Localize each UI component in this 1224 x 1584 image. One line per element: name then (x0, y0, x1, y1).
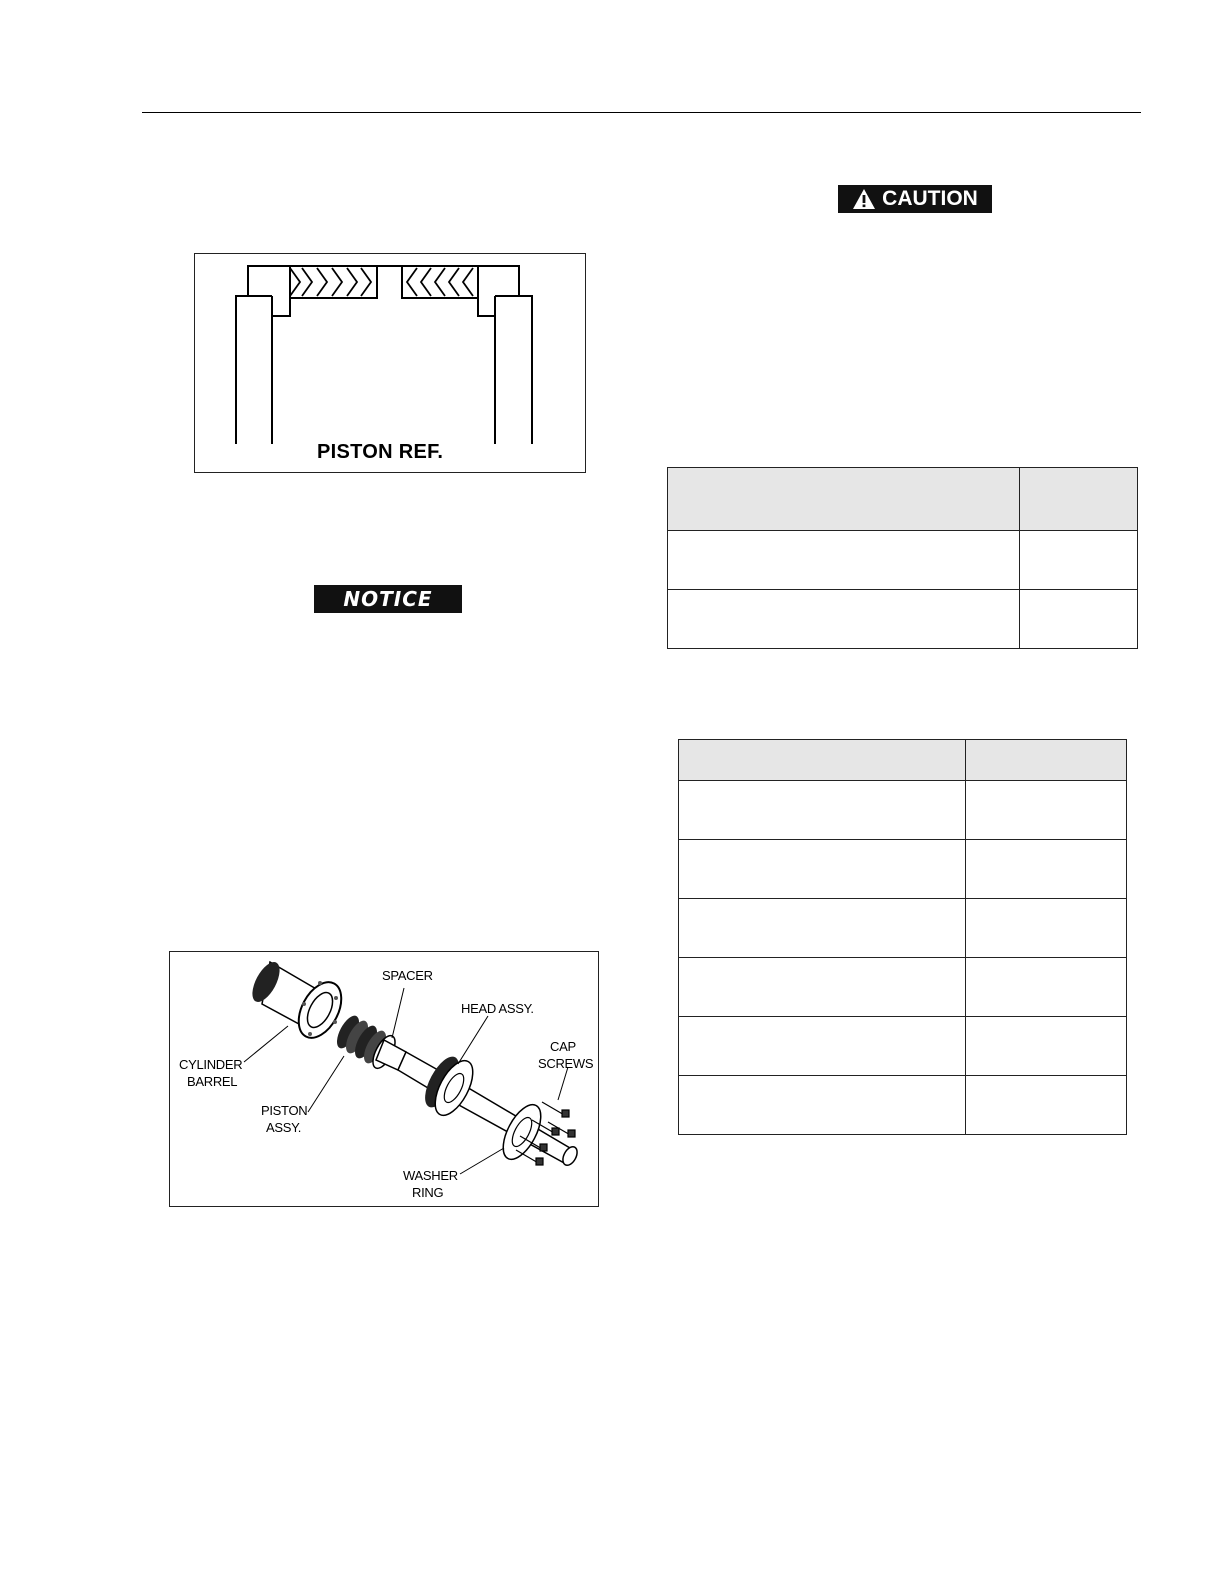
table-cell (966, 1017, 1127, 1076)
table-row (679, 899, 1127, 958)
table-cell (966, 840, 1127, 899)
table-cell (679, 781, 966, 840)
piston-reference-figure (194, 253, 586, 473)
table-cell (668, 531, 1020, 590)
cylinder-assembly-figure (169, 951, 599, 1207)
table-header-cell (668, 468, 1020, 531)
table-cell (679, 840, 966, 899)
table-row (668, 531, 1138, 590)
table-header-cell (679, 740, 966, 781)
table-cell (668, 590, 1020, 649)
caution-banner (838, 185, 992, 213)
cylinder-barrel-callout-line1: CYLINDER (179, 1057, 243, 1072)
cap-screws-callout-line2: SCREWS (538, 1056, 594, 1071)
cylinder-barrel-callout-line2: BARREL (187, 1074, 238, 1089)
caution-label: CAUTION (882, 187, 978, 210)
header-rule (142, 112, 1141, 113)
table-header-row (668, 468, 1138, 531)
spec-table-1 (667, 467, 1138, 649)
table-row (679, 781, 1127, 840)
table-row (679, 958, 1127, 1017)
spacer-callout: SPACER (382, 968, 433, 983)
piston-assy-callout-line1: PISTON (261, 1103, 308, 1118)
spec-table-2 (678, 739, 1127, 1135)
table-cell (1020, 590, 1138, 649)
piston-ref-caption: PISTON REF. (317, 441, 444, 463)
table-row (679, 1017, 1127, 1076)
table-cell (966, 1076, 1127, 1135)
table-cell (1020, 531, 1138, 590)
washer-ring-callout-line1: WASHER (403, 1168, 458, 1183)
washer-ring-callout-line2: RING (412, 1185, 444, 1200)
table-header-cell (1020, 468, 1138, 531)
table-cell (966, 899, 1127, 958)
table-cell (679, 958, 966, 1017)
notice-label: NOTICE (343, 587, 433, 611)
piston-assy-callout-line2: ASSY. (266, 1120, 302, 1135)
cylinder-barrel-part (247, 958, 350, 1045)
table-row (679, 840, 1127, 899)
notice-banner (314, 585, 462, 613)
table-cell (679, 1017, 966, 1076)
warning-triangle-icon (852, 188, 876, 210)
table-cell (966, 781, 1127, 840)
table-cell (679, 1076, 966, 1135)
table-header-row (679, 740, 1127, 781)
table-cell (679, 899, 966, 958)
cap-screws-callout-line1: CAP (550, 1039, 576, 1054)
table-row (668, 590, 1138, 649)
table-header-cell (966, 740, 1127, 781)
head-assy-callout: HEAD ASSY. (461, 1001, 534, 1016)
table-cell (966, 958, 1127, 1017)
table-row (679, 1076, 1127, 1135)
